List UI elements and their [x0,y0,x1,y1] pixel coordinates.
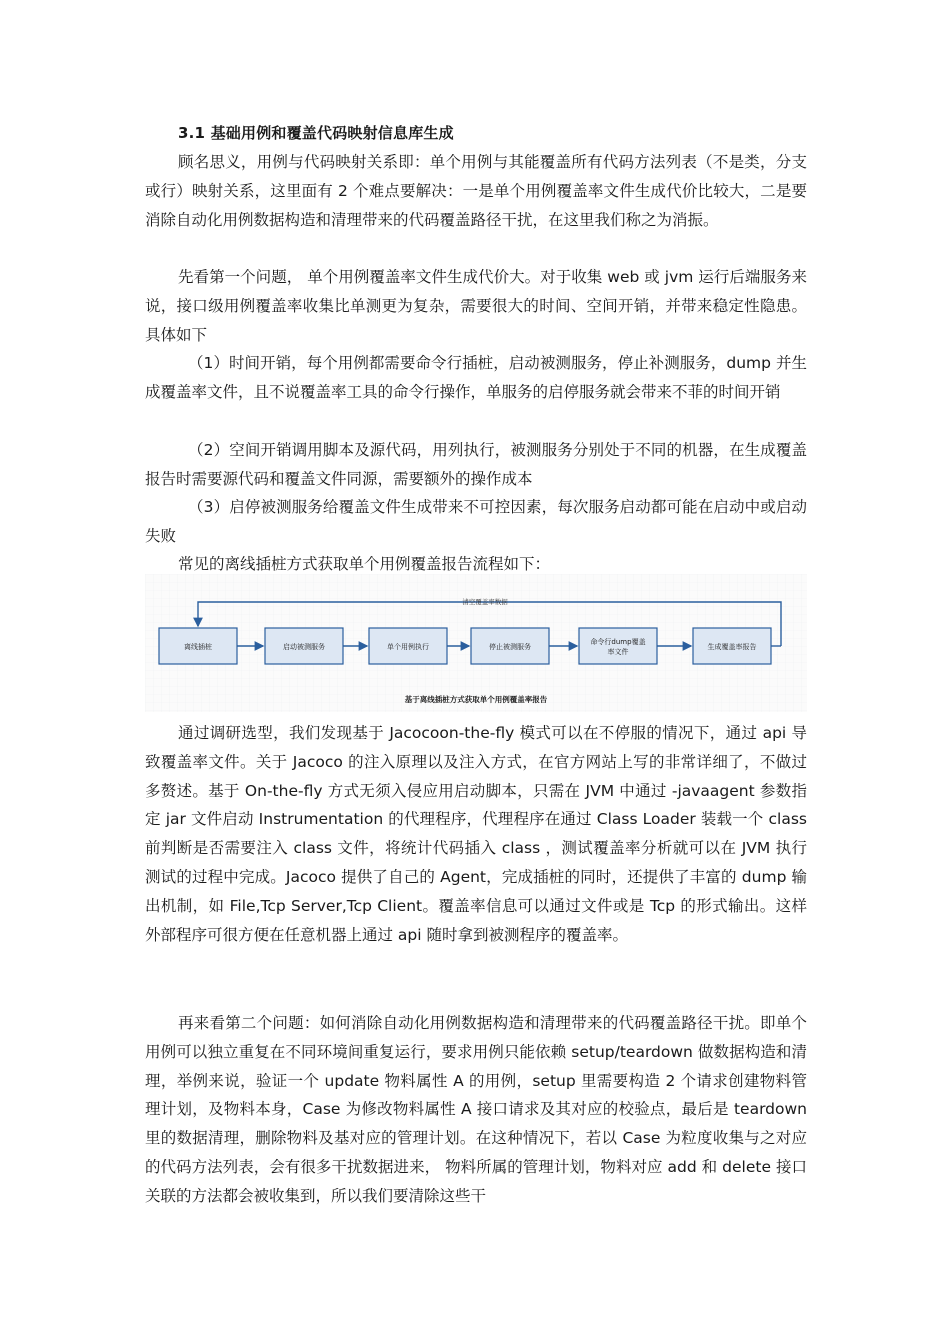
diagram-caption: 基于离线插桩方式获取单个用例覆盖率报告 [404,695,548,704]
node-start-service [265,628,343,664]
svg-text:率文件: 率文件 [607,648,629,656]
svg-text:命令行dump覆盖: 命令行dump覆盖 [590,638,646,646]
paragraph-time-cost: （1）时间开销，每个用例都需要命令行插桩，启动被测服务，停止补测服务，dump 并生成覆盖率文件，且不说覆盖率工具的命令行操作，单服务的启停服务就会带来不菲的时间开销 [145,354,807,401]
node-run-case [369,628,447,664]
paragraph-jacoco: 通过调研选型，我们发现基于 Jacocoon-the-fly 模式可以在不停服的情况下，通过 api 导致覆盖率文件。关于 Jacoco 的注入原理以及注入方式，在官方网站上写的非常详细了，不做过多赘述。基于 On-the-fly 方式无须入侵应用启动脚本，只需在 JVM 中通过 -javaagent 参数指定 jar 文件启动 Instrumentation 的代理程序，代理程序在通过 Class Loader 装载一个 class 前判断是否需要注入 class 文件，将统计代码插入 class ，测试覆盖率分析就可以在 JVM 执行测试的过程中完成。Jacoco 提供了自己的 Agent，完成插桩的同时，还提供了丰富的 dump 输出机制，如 File,Tcp Server,Tcp Client。覆盖率信息可以通过文件或是 Tcp 的形式输出。这样外部程序可很方便在任意机器上通过 api 随时拿到被测程序的覆盖率。 [145,724,807,944]
node-generate-report [693,628,771,664]
paragraph-1: 顾名思义，用例与代码映射关系即：单个用例与其能覆盖所有代码方法列表（不是类，分支或行）映射关系，这里面有 2 个难点要解决：一是单个用例覆盖率文件生成代价比较大，二是要消除自动化用例数据构造和清理带来的代码覆盖路径干扰，在这里我们称之为消振。 [145,153,807,229]
svg-text:生成覆盖率报告: 生成覆盖率报告 [707,643,757,651]
flow-diagram-svg [145,574,807,712]
node-dump-coverage [579,628,657,664]
svg-text:启动被测服务: 启动被测服务 [283,643,325,651]
section-heading: 3.1 基础用例和覆盖代码映射信息库生成 [178,124,454,142]
paragraph-2: 先看第一个问题， 单个用例覆盖率文件生成代价大。对于收集 web 或 jvm 运行后端服务来说，接口级用例覆盖率收集比单测更为复杂，需要很大的时间、空间开销，并带来稳定性隐患。具体如下 [145,268,807,344]
node-offline-instrument [159,628,237,664]
svg-text:停止被测服务: 停止被测服务 [489,643,531,651]
paragraph-space-cost: （2）空间开销调用脚本及源代码，用列执行，被测服务分别处于不同的机器，在生成覆盖报告时需要源代码和覆盖文件同源，需要额外的操作成本 [145,441,807,488]
paragraph-flow-intro: 常见的离线插桩方式获取单个用例覆盖报告流程如下： [178,555,551,573]
node-stop-service [471,628,549,664]
svg-text:单个用例执行: 单个用例执行 [387,643,429,651]
flow-diagram [145,574,807,712]
paragraph-second-problem: 再来看第二个问题：如何消除自动化用例数据构造和清理带来的代码覆盖路径干扰。即单个用例可以独立重复在不同环境间重复运行，要求用例只能依赖 setup/teardown 做数据构造和清理，举例来说，验证一个 update 物料属性 A 的用例，setup 里需要构造 2 个请求创建物料管理计划，及物料本身，Case 为修改物料属性 A 接口请求及其对应的校验点，最后是 teardown 里的数据清理，删除物料及基对应的管理计划。在这种情况下，若以 Case 为粒度收集与之对应的代码方法列表，会有很多干扰数据进来， 物料所属的管理计划，物料对应 add 和 delete 接口关联的方法都会被收集到，所以我们要清除这些干 [145,1014,807,1205]
paragraph-stability: （3）启停被测服务给覆盖文件生成带来不可控因素，每次服务启动都可能在启动中或启动失败 [145,498,807,545]
loop-label: 清空覆盖率数据 [462,598,508,606]
svg-text:离线插桩: 离线插桩 [184,643,212,651]
